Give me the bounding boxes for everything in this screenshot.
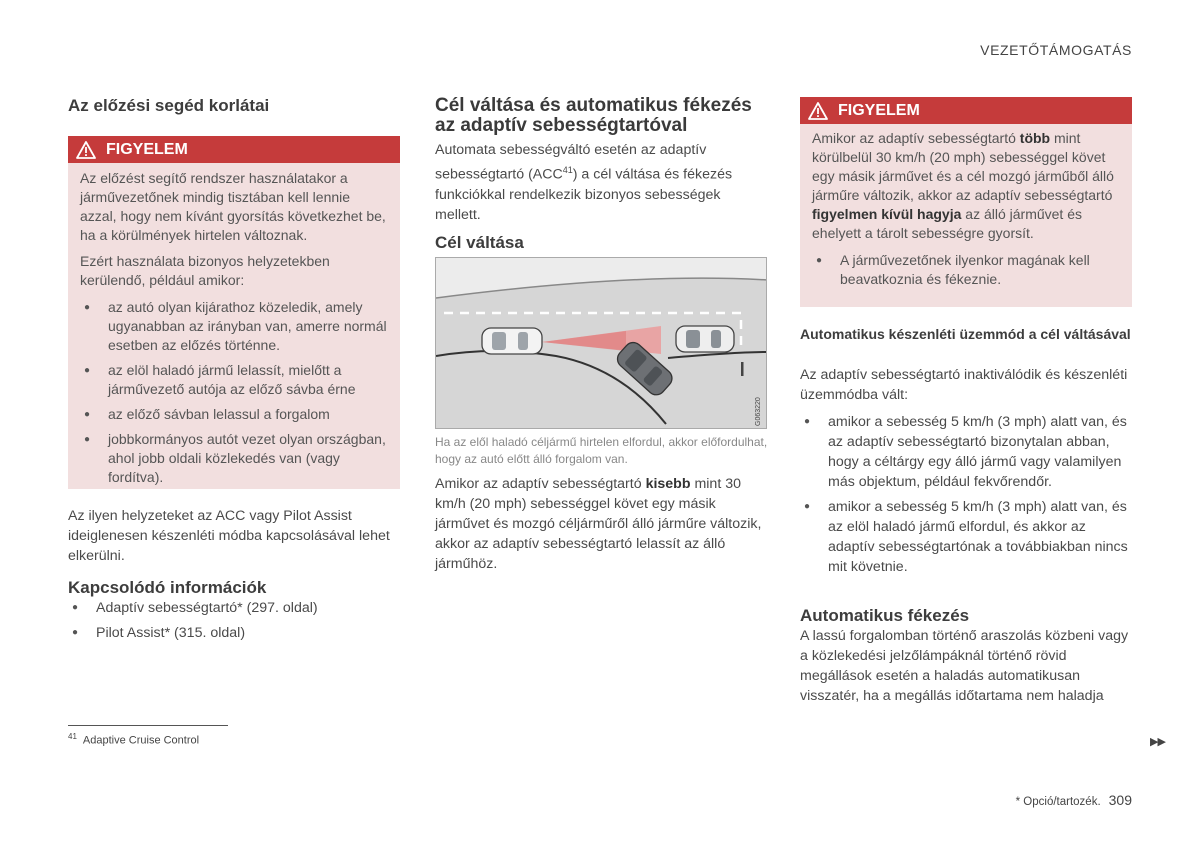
warning-bar <box>68 136 400 163</box>
warning-bold: figyelmen kívül hagyja <box>812 206 962 222</box>
middle-heading-line-1: Cél váltása és automatikus fékezés <box>435 95 752 116</box>
para-bold: kisebb <box>645 476 691 492</box>
warning-text: az álló járművet és ehelyett a tárolt sebességre gyorsít. <box>812 206 1082 241</box>
middle-paragraph <box>435 474 770 574</box>
page-number: 309 <box>1108 792 1132 808</box>
road-diagram <box>436 258 767 429</box>
related-list <box>68 598 400 643</box>
right-subheading-2-text: A lassú forgalomban történő araszolás közbeni vagy a közlekedési jelzőlámpáknál történő rövid megállások esetén a haladás automatikusan visszatér, ha a megállás időtartama nem haladja <box>800 628 1129 704</box>
warning-bold: több <box>1019 130 1051 146</box>
warning-text: Amikor az adaptív sebességtartó <box>812 130 1020 146</box>
related-heading: Kapcsolódó információk <box>68 578 267 597</box>
own-car-icon <box>482 328 542 354</box>
warning-bullet-list <box>80 298 388 487</box>
footnote-rule <box>68 725 228 726</box>
middle-heading <box>435 96 775 136</box>
warning-paragraph <box>812 129 1120 243</box>
related-link-pilot-assist[interactable]: ● Pilot Assist* (315. oldal) <box>68 623 400 643</box>
figure-code: G063220 <box>755 397 762 426</box>
page-footer <box>1016 792 1132 808</box>
warning-para-2: Ezért használata bizonyos helyzetekben kerülendő, például amikor: <box>80 253 330 288</box>
target-change-illustration <box>435 257 767 429</box>
right-subheading-1-text: Az adaptív sebességtartó inaktiválódik és készenléti üzemmódba vált: <box>800 367 1128 403</box>
warning-label: FIGYELEM <box>838 101 920 119</box>
list-item: ● az elöl haladó jármű lelassít, mielőtt a járművezető autója az előző sávba érne <box>80 361 388 399</box>
warning-para-1: Az előzést segítő rendszer használatakor a járművezetőnek mindig tisztában kell lennie azzal, hogy nem kívánt gyorsítás következhet be, ha a körülmények hirtelen változnak. <box>80 170 386 243</box>
footnote-number: 41 <box>68 732 77 741</box>
footnote-text: Adaptive Cruise Control <box>82 734 200 747</box>
intro-text-cont: ) a cél váltása és fékezés funkciókkal rendelkezik bizonyos sebességek mellett. <box>435 166 733 223</box>
footnote <box>68 732 199 747</box>
section-header: VEZETŐTÁMOGATÁS <box>980 42 1132 58</box>
continue-arrows-icon: ▶▶ <box>1150 736 1165 748</box>
list-item: ● amikor a sebesség 5 km/h (3 mph) alatt van, és az elöl haladó jármű elfordul, és akkor az adaptív sebességtartónak a továbbiakban nincs mit követnie. <box>800 497 1132 577</box>
warning-label: FIGYELEM <box>106 140 188 158</box>
right-warning-box <box>800 97 1132 307</box>
option-note: * Opció/tartozék. <box>1015 796 1101 808</box>
para-text-cont: mint 30 km/h (20 mph) sebességgel követ egy másik járművet és mozgó céljárműről álló járműre változik, akkor az adaptív sebességtartó lelassít az álló járműhöz. <box>435 476 762 572</box>
para-text: Amikor az adaptív sebességtartó <box>435 476 646 492</box>
right-subheading-2: Automatikus fékezés <box>800 606 970 625</box>
middle-intro <box>435 140 770 225</box>
footnote-ref: 41 <box>562 165 573 175</box>
warning-triangle-icon <box>76 141 96 159</box>
list-item: ● jobbkormányos autót vezet olyan országban, ahol jobb oldali közlekedés van (vagy fordítva). <box>80 430 388 487</box>
warning-text: mint körülbelül 30 km/h (20 mph) sebességgel követ egy másik járművet és a cél mozgó járműből álló járműre változik, akkor az adaptív sebességtartó <box>812 130 1114 203</box>
related-link-adaptive-cruise[interactable]: ● Adaptív sebességtartó* (297. oldal) <box>68 598 400 618</box>
list-item: ● az autó olyan kijárathoz közeledik, amely ugyanabban az irányban van, amerre normál esetben az előzés történne. <box>80 298 388 355</box>
list-item: ● A járművezetőnek ilyenkor magának kell beavatkoznia és fékeznie. <box>812 251 1120 289</box>
list-item: ● amikor a sebesség 5 km/h (3 mph) alatt van, és az adaptív sebességtartó bizonytalan abban, hogy a céltárgy egy álló jármű vagy valamilyen más objektum, például fekvőrendőr. <box>800 412 1132 492</box>
warning-bar <box>800 97 1132 124</box>
stationary-car-icon <box>676 326 734 352</box>
right-subheading-1: Automatikus készenléti üzemmód a cél váltásával <box>800 326 1131 342</box>
figure-caption: Ha az elől haladó céljármű hirtelen elfordul, akkor előfordulhat, hogy az autó előtt álló forgalom van. <box>435 435 768 466</box>
intro-text: Automata sebességváltó esetén az adaptív sebességtartó (ACC <box>435 142 707 183</box>
left-paragraph: Az ilyen helyzeteket az ACC vagy Pilot Assist ideiglenesen készenléti módba kapcsolásával lehet elkerülni. <box>68 508 390 564</box>
warning-triangle-icon <box>808 102 828 120</box>
figure-code-wrap <box>754 386 766 428</box>
middle-heading-line-2: az adaptív sebességtartóval <box>435 115 688 136</box>
right-bullet-list <box>800 412 1132 577</box>
left-heading: Az előzési segéd korlátai <box>68 96 270 115</box>
left-warning-box <box>68 136 400 489</box>
middle-subheading: Cél váltása <box>435 233 524 252</box>
warning-bullet-list <box>812 251 1120 289</box>
list-item: ● az előző sávban lelassul a forgalom <box>80 405 388 424</box>
